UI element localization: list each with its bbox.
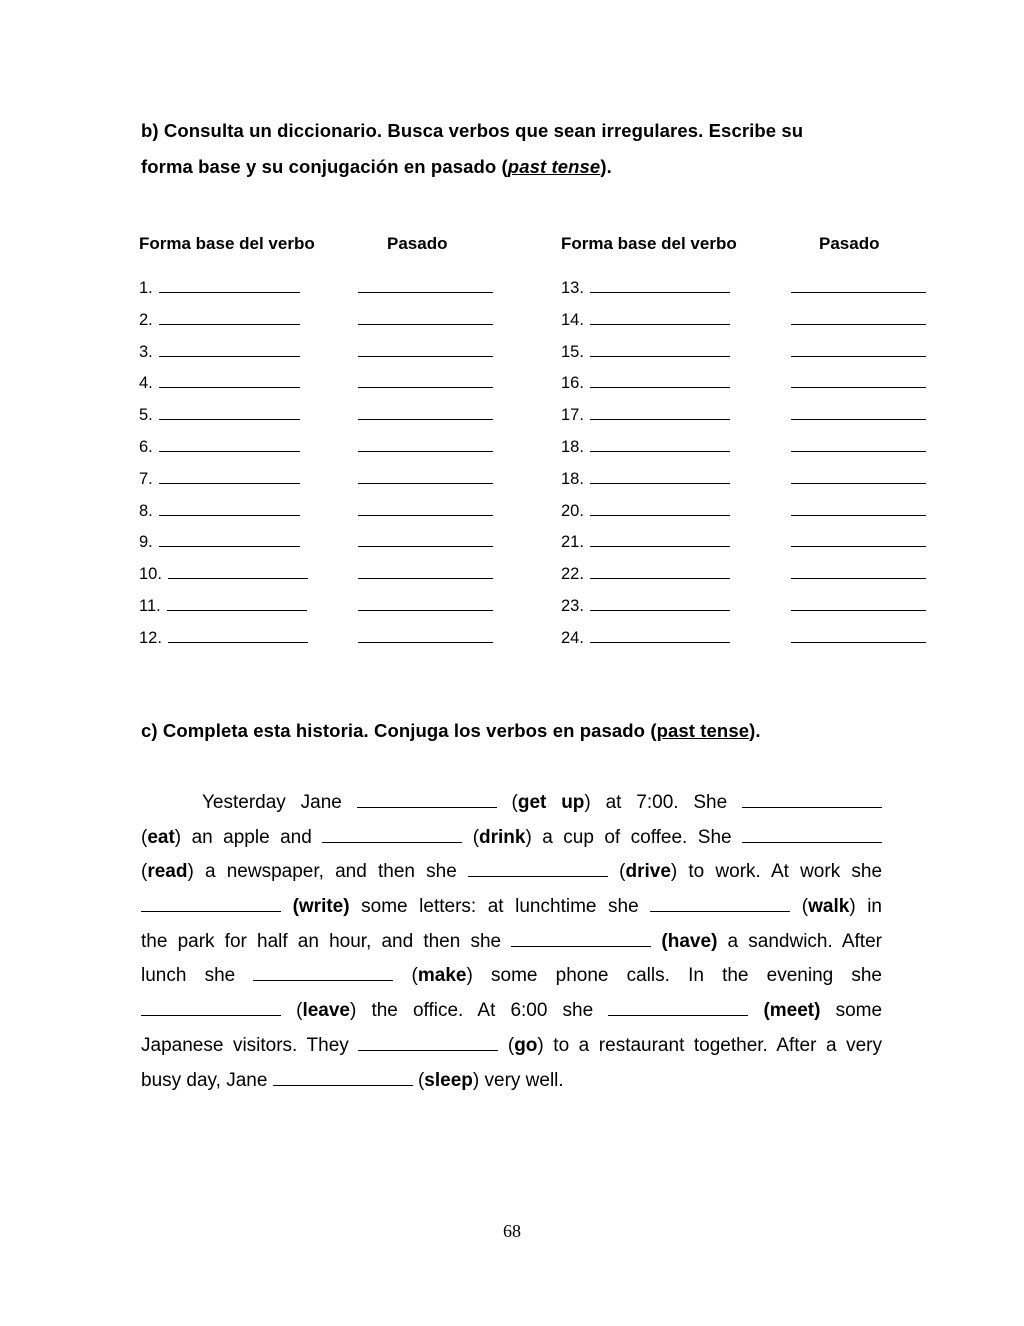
answer-blank[interactable] (141, 895, 281, 912)
answer-blank[interactable] (650, 895, 790, 912)
base-form-blank[interactable] (167, 596, 307, 611)
story-line: Yesterday Jane (get up) at 7:00. She (141, 786, 882, 821)
past-form-blank[interactable] (791, 564, 926, 579)
past-form-blank[interactable] (358, 310, 493, 325)
verb-row (139, 596, 307, 616)
base-form-blank[interactable] (159, 501, 300, 516)
verb-row (139, 501, 300, 521)
verb-row (139, 469, 300, 489)
past-form-blank[interactable] (358, 373, 493, 388)
answer-blank[interactable] (608, 999, 748, 1016)
row-number: 16. (561, 374, 584, 393)
row-number: 17. (561, 406, 584, 425)
answer-blank[interactable] (273, 1069, 413, 1086)
base-form-blank[interactable] (590, 532, 730, 547)
base-form-blank[interactable] (159, 405, 300, 420)
past-form-blank[interactable] (358, 437, 493, 452)
row-number: 4. (139, 374, 153, 393)
row-number: 18. (561, 438, 584, 456)
answer-blank[interactable] (141, 999, 281, 1016)
past-form-blank[interactable] (791, 405, 926, 420)
verb-row (561, 628, 730, 648)
base-form-blank[interactable] (168, 564, 308, 579)
past-form-blank[interactable] (791, 469, 926, 484)
base-form-blank[interactable] (590, 405, 730, 420)
column-header-base-left: Forma base del verbo (139, 234, 315, 253)
past-form-blank[interactable] (358, 278, 493, 293)
base-form-blank[interactable] (590, 310, 730, 325)
past-form-blank[interactable] (358, 532, 493, 547)
base-form-blank[interactable] (159, 278, 300, 293)
base-form-blank[interactable] (590, 564, 730, 579)
story-line: (write) some letters: at lunchtime she (walk) in (141, 890, 882, 925)
past-form-blank[interactable] (358, 469, 493, 484)
story-line: (leave) the office. At 6:00 she (meet) some (141, 994, 882, 1029)
verb-row (561, 342, 730, 362)
past-form-blank[interactable] (791, 596, 926, 611)
verb-row (139, 310, 300, 330)
past-form-blank-cell (358, 373, 493, 393)
verb-row (139, 342, 300, 362)
row-number: 8. (139, 501, 153, 520)
verb-row (561, 596, 730, 616)
verb-row (139, 437, 300, 457)
past-form-blank-cell (358, 564, 493, 584)
story-line: (read) a newspaper, and then she (drive) to work. At work she (141, 861, 883, 883)
past-form-blank[interactable] (791, 501, 926, 516)
base-form-blank[interactable] (590, 469, 730, 484)
past-form-blank-cell (791, 342, 926, 362)
base-form-blank[interactable] (159, 437, 300, 452)
story-line: (eat) an apple and (drink) a cup of coffee. She (141, 821, 882, 856)
past-form-blank[interactable] (358, 501, 493, 516)
row-number: 5. (139, 406, 153, 425)
verb-row (561, 373, 730, 393)
section-c-instructions: c) Completa esta historia. Conjuga los verbos en pasado (past tense). (141, 720, 761, 741)
row-number: 23. (561, 597, 584, 615)
verb-row (139, 628, 308, 648)
verb-row (139, 405, 300, 425)
row-number: 9. (139, 533, 153, 552)
past-form-blank-cell (358, 405, 493, 425)
base-form-blank[interactable] (590, 373, 730, 388)
row-number: 24. (561, 628, 584, 647)
past-form-blank-cell (791, 501, 926, 521)
past-tense-emphasis: past tense (507, 156, 601, 177)
base-form-blank[interactable] (159, 373, 300, 388)
past-form-blank-cell (791, 564, 926, 584)
past-form-blank[interactable] (358, 405, 493, 420)
past-tense-underlined: past tense (656, 720, 750, 741)
section-b-instructions-line2: forma base y su conjugación en pasado (past tense). (141, 156, 612, 177)
past-form-blank[interactable] (791, 628, 926, 643)
verb-row (561, 310, 730, 330)
past-form-blank-cell (358, 278, 493, 298)
story-line: busy day, Jane (sleep) very well. (141, 1069, 564, 1091)
row-number: 13. (561, 279, 584, 297)
base-form-blank[interactable] (159, 310, 300, 325)
column-header-base-right: Forma base del verbo (561, 234, 737, 253)
verb-row (561, 405, 730, 425)
row-number: 18. (561, 469, 584, 488)
answer-blank[interactable] (742, 826, 882, 843)
verb-row (139, 278, 300, 298)
base-form-blank[interactable] (590, 278, 730, 293)
base-form-blank[interactable] (590, 342, 730, 357)
row-number: 21. (561, 533, 584, 552)
past-form-blank[interactable] (791, 278, 926, 293)
verb-row (139, 373, 300, 393)
answer-blank[interactable] (358, 1034, 498, 1051)
answer-blank[interactable] (322, 826, 462, 843)
past-form-blank[interactable] (791, 437, 926, 452)
verb-row (561, 278, 730, 298)
past-form-blank-cell (791, 310, 926, 330)
past-form-blank[interactable] (358, 564, 493, 579)
column-header-past-right: Pasado (819, 234, 880, 253)
past-form-blank-cell (791, 405, 926, 425)
answer-blank[interactable] (468, 860, 608, 877)
row-number: 12. (139, 628, 162, 647)
base-form-blank[interactable] (168, 628, 308, 643)
past-form-blank-cell (791, 532, 926, 552)
column-header-past-left: Pasado (387, 234, 448, 253)
answer-blank[interactable] (511, 930, 651, 947)
past-form-blank-cell (358, 437, 493, 457)
past-form-blank[interactable] (791, 342, 926, 357)
base-form-blank[interactable] (590, 437, 730, 452)
story-line: lunch she (make) some phone calls. In the evening she (141, 965, 883, 987)
past-form-blank-cell (358, 310, 493, 330)
past-form-blank-cell (358, 596, 493, 616)
past-form-blank-cell (791, 596, 926, 616)
row-number: 15. (561, 342, 584, 361)
row-number: 2. (139, 310, 153, 329)
past-form-blank-cell (358, 628, 493, 648)
verb-row (561, 532, 730, 552)
story-line: Japanese visitors. They (go) to a restaurant together. After a very (141, 1034, 883, 1056)
past-form-blank[interactable] (791, 373, 926, 388)
section-b-instructions-line1: b) Consulta un diccionario. Busca verbos que sean irregulares. Escribe su (141, 120, 804, 141)
answer-blank[interactable] (357, 791, 497, 808)
past-form-blank-cell (358, 342, 493, 362)
base-form-blank[interactable] (590, 628, 730, 643)
past-form-blank-cell (358, 532, 493, 552)
answer-blank[interactable] (253, 964, 393, 981)
row-number: 22. (561, 565, 584, 584)
row-number: 3. (139, 342, 153, 361)
verb-row (561, 501, 730, 521)
past-form-blank-cell (358, 501, 493, 521)
past-form-blank-cell (791, 278, 926, 298)
past-form-blank-cell (791, 437, 926, 457)
row-number: 1. (139, 279, 153, 297)
story-line: the park for half an hour, and then she (have) a sandwich. After (141, 930, 882, 952)
past-form-blank[interactable] (791, 532, 926, 547)
story-paragraph (141, 786, 882, 1098)
verb-row (139, 564, 308, 584)
verb-row (139, 532, 300, 552)
past-form-blank-cell (791, 628, 926, 648)
row-number: 7. (139, 469, 153, 488)
base-form-blank[interactable] (159, 532, 300, 547)
row-number: 6. (139, 438, 153, 456)
past-form-blank[interactable] (358, 628, 493, 643)
base-form-blank[interactable] (159, 469, 300, 484)
verb-row (561, 437, 730, 457)
past-form-blank-cell (791, 373, 926, 393)
row-number: 11. (139, 597, 161, 615)
answer-blank[interactable] (742, 791, 882, 808)
base-form-blank[interactable] (590, 501, 730, 516)
past-form-blank-cell (358, 469, 493, 489)
row-number: 20. (561, 501, 584, 520)
past-form-blank-cell (791, 469, 926, 489)
row-number: 14. (561, 310, 584, 329)
base-form-blank[interactable] (159, 342, 300, 357)
verb-row (561, 564, 730, 584)
page-number: 68 (503, 1221, 521, 1241)
verb-row (561, 469, 730, 489)
row-number: 10. (139, 565, 162, 584)
past-form-blank[interactable] (358, 596, 493, 611)
past-form-blank[interactable] (358, 342, 493, 357)
past-form-blank[interactable] (791, 310, 926, 325)
base-form-blank[interactable] (590, 596, 730, 611)
